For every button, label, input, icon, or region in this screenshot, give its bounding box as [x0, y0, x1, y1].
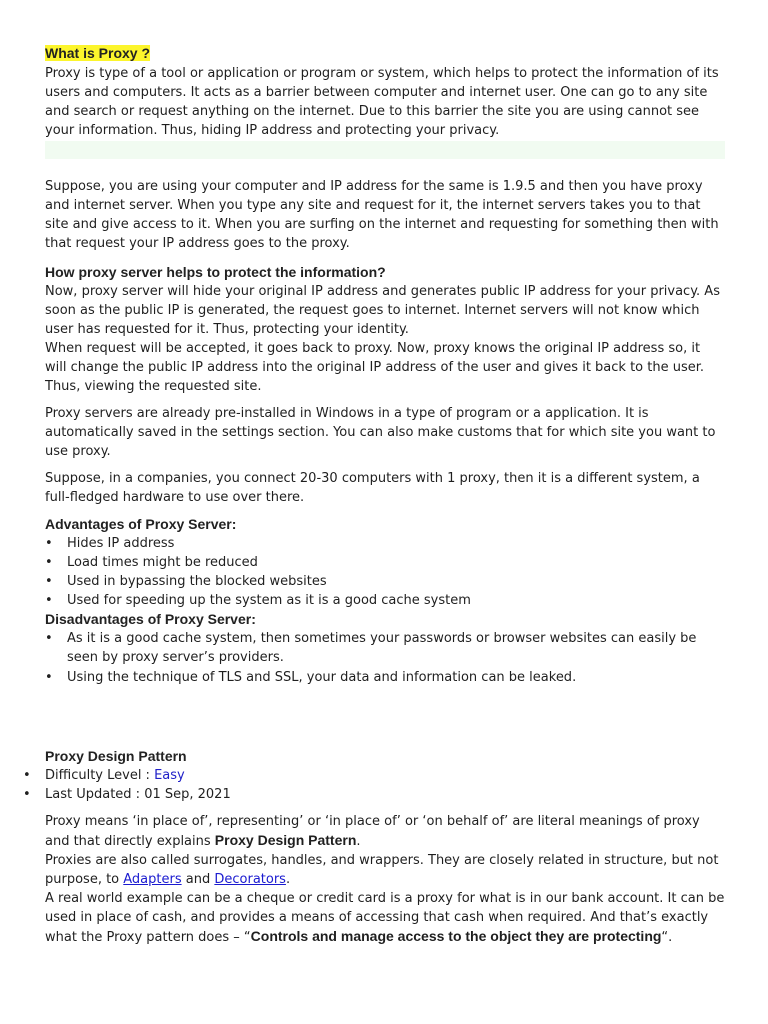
- list-item: • Used for speeding up the system as it is a good cache system: [67, 591, 725, 610]
- ip-example-paragraph: Suppose, you are using your computer and IP address for the same is 1.9.5 and then you have proxy and internet server. When you type any site and request for it, the internet servers takes you to that site and give access to it. When you are surfing on the internet and requesting for something then with that request your IP address goes to the proxy.: [45, 179, 719, 251]
- advantages-list: [45, 534, 725, 610]
- proxies-paragraph: [45, 851, 725, 889]
- intro-paragraph: Proxy is type of a tool or application or program or system, which helps to protect the information of its users and computers. It acts as a barrier between computer and internet user. One can go to any site and search or request anything on the internet. Due to this barrier the site you are using cannot see your information. Thus, hiding IP address and protecting your privacy.: [45, 66, 719, 138]
- real-world-end: “.: [661, 930, 673, 945]
- list-item: • Used in bypassing the blocked websites: [67, 572, 725, 591]
- decorators-link[interactable]: Decorators: [214, 872, 286, 887]
- difficulty-value[interactable]: Easy: [154, 768, 185, 783]
- last-updated-item: • Last Updated : 01 Sep, 2021: [45, 785, 725, 804]
- advantages-heading: Advantages of Proxy Server:: [45, 516, 237, 532]
- highlighted-heading: What is Proxy ?: [45, 45, 151, 61]
- difficulty-label: Difficulty Level :: [45, 768, 155, 783]
- section-title-how-proxy-helps: How proxy server helps to protect the information?: [45, 264, 386, 280]
- proxies-mid: and: [181, 872, 215, 887]
- proxies-end: .: [285, 872, 291, 887]
- list-item: • Using the technique of TLS and SSL, your data and information can be leaked.: [67, 668, 725, 687]
- meaning-paragraph: [45, 812, 725, 851]
- meaning-end: .: [356, 834, 361, 849]
- companies-paragraph: Suppose, in a companies, you connect 20-30 computers with 1 proxy, then it is a different system, a full-fledged hardware to use over there.: [45, 471, 700, 505]
- meta-list: [45, 766, 725, 804]
- highlight-band: [45, 141, 725, 159]
- real-world-paragraph: [45, 889, 725, 947]
- meaning-text: Proxy means ‘in place of’, representing’ or ‘in place of’ or ‘on behalf of’ are literal meanings of proxy and that directly explains: [45, 814, 700, 849]
- preinstalled-paragraph: Proxy servers are already pre-installed in Windows in a type of program or a application. It is automatically saved in the settings section. You can also make customs that for which site you want to use proxy.: [45, 406, 716, 459]
- meaning-bold: Proxy Design Pattern: [214, 832, 357, 848]
- section-title-what-is-proxy: [45, 44, 725, 64]
- real-world-text: A real world example can be a cheque or credit card is a proxy for what is in our bank account. It can be used in place of cash, and provides a means of accessing that cash when required. And that’s exactly what the Proxy pattern does – “: [45, 891, 725, 945]
- difficulty-item: [45, 766, 725, 785]
- request-accepted-paragraph: When request will be accepted, it goes back to proxy. Now, proxy knows the original IP address so, it will change the public IP address into the original IP address of the user and gives it back to the user. Thus, viewing the requested site.: [45, 341, 705, 394]
- list-item: • Load times might be reduced: [67, 553, 725, 572]
- real-world-bold: Controls and manage access to the object they are protecting: [250, 928, 662, 944]
- adapters-link[interactable]: Adapters: [123, 872, 182, 887]
- document-page: [45, 44, 725, 947]
- disadvantages-list: [45, 629, 725, 687]
- hide-ip-paragraph: Now, proxy server will hide your original IP address and generates public IP address for your privacy. As soon as the public IP is generated, the request goes to internet. Internet servers will not know which user has requested for it. Thus, protecting your identity.: [45, 284, 720, 337]
- disadvantages-heading: Disadvantages of Proxy Server:: [45, 611, 256, 627]
- list-item: • Hides IP address: [67, 534, 725, 553]
- proxies-text: Proxies are also called surrogates, handles, and wrappers. They are closely related in structure, but not purpose, to: [45, 853, 719, 887]
- list-item: • As it is a good cache system, then sometimes your passwords or browser websites can easily be seen by proxy server’s providers.: [67, 629, 725, 667]
- design-pattern-heading: Proxy Design Pattern: [45, 748, 187, 764]
